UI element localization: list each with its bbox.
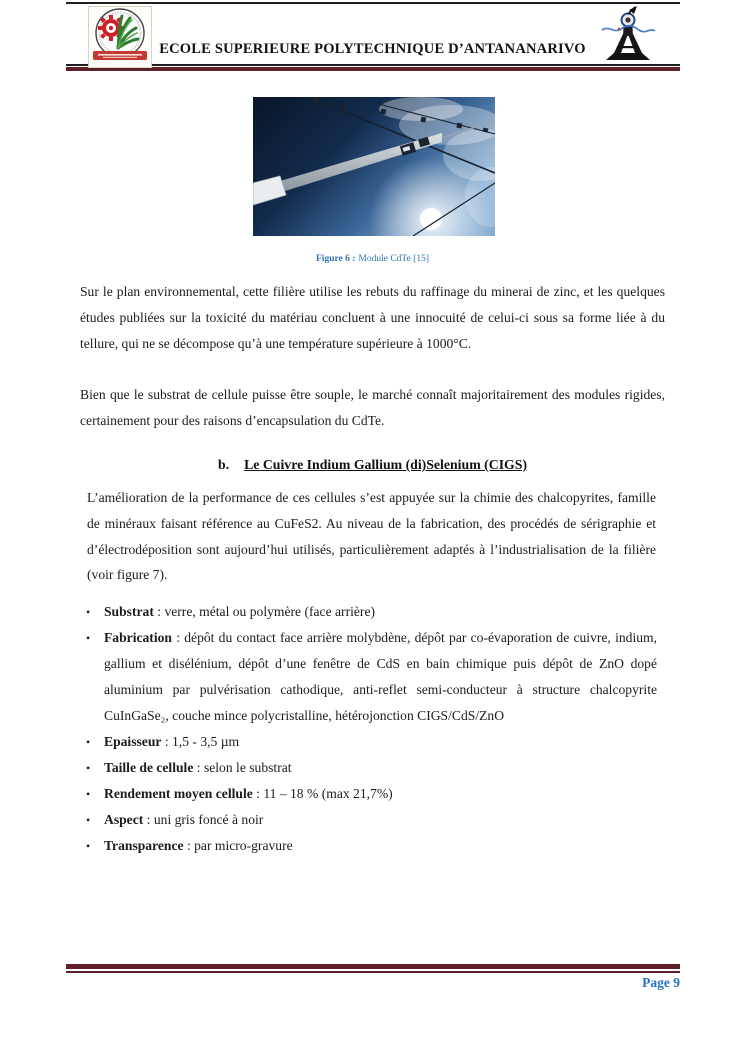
footer-rule-thin bbox=[66, 971, 680, 973]
figure-caption bbox=[0, 254, 745, 264]
header-rule-maroon bbox=[66, 67, 680, 71]
bullet-text: dépôt du contact face arrière molybdène, dépôt par co-évaporation de cuivre, indium, gallium et disélénium, dépôt d’une fenêtre de CdS en bain chimique puis dépôt de ZnO dopé aluminium par pulvérisation cathodique, anti-reflet semi-conducteur à structure chalcopyrite CuInGaSe₂, couche mince polycristalline, hétérojonction CIGS/CdS/ZnO bbox=[104, 630, 657, 723]
figure-caption-text: Module CdTe [15] bbox=[358, 254, 429, 264]
bullet-label: Aspect bbox=[104, 812, 144, 827]
bullet-icon: • bbox=[86, 813, 91, 827]
bullet-icon: • bbox=[86, 787, 91, 801]
top-border-rule bbox=[66, 2, 680, 4]
bullet-text: uni gris foncé à noir bbox=[153, 812, 264, 827]
bullet-text: 1,5 - 3,5 µm bbox=[172, 734, 240, 749]
espa-crest-icon bbox=[88, 6, 152, 73]
bullet-text: selon le substrat bbox=[203, 760, 292, 775]
bullet-text: 11 – 18 % (max 21,7%) bbox=[263, 786, 393, 801]
bullet-label: Transparence bbox=[104, 838, 184, 853]
figure-caption-label: Figure 6 : bbox=[316, 254, 356, 264]
bullet-list bbox=[80, 599, 657, 859]
monument-icon bbox=[598, 6, 658, 69]
paragraph: Sur le plan environnemental, cette filière utilise les rebuts du raffinage du minerai de zinc, et les quelques études publiées sur la toxicité du matériau concluent à une innocuité de celui-ci sous sa forme liée à du tellure, qui ne se décompose qu’à une température supérieure à 1000°C. bbox=[80, 284, 665, 351]
section-heading-title: Le Cuivre Indium Gallium (di)Selenium (CIGS) bbox=[244, 457, 528, 472]
footer-rule-maroon bbox=[66, 964, 680, 969]
figure-image bbox=[253, 97, 495, 236]
bullet-icon: • bbox=[86, 605, 91, 619]
list-item: • Substrat : verre, métal ou polymère (face arrière) bbox=[80, 599, 657, 625]
list-item: • Fabrication : dépôt du contact face arrière molybdène, dépôt par co-évaporation de cuivre, indium, gallium et disélénium, dépôt d’une fenêtre de CdS en bain chimique puis dépôt de ZnO dopé aluminium par pulvérisation cathodique, anti-reflet semi-conducteur à structure chalcopyrite CuInGaSe₂, couche mince polycristalline, hétérojonction CIGS/CdS/ZnO bbox=[80, 625, 657, 729]
school-title: ECOLE SUPERIEURE POLYTECHNIQUE D’ANTANANARIVO bbox=[159, 41, 586, 57]
paragraph: Bien que le substrat de cellule puisse être souple, le marché connaît majoritairement des modules rigides, certainement pour des raisons d’encapsulation du CdTe. bbox=[80, 387, 665, 428]
bullet-label: Taille de cellule bbox=[104, 760, 194, 775]
page-number: Page 9 bbox=[642, 975, 680, 990]
bullet-label: Rendement moyen cellule bbox=[104, 786, 253, 801]
header-rule-thin bbox=[66, 64, 680, 66]
bullet-label: Fabrication bbox=[104, 630, 172, 645]
bullet-label: Substrat bbox=[104, 604, 154, 619]
paragraph: L’amélioration de la performance de ces cellules s’est appuyée sur la chimie des chalcopyrites, famille de minéraux faisant référence au CuFeS2. Au niveau de la fabrication, des procédés de sérigraphie et d’électrodéposition sont aujourd’hui utilisés, particulièrement adaptés à l’industrialisation de la filière (voir figure 7). bbox=[87, 490, 656, 583]
list-item: • Epaisseur : 1,5 - 3,5 µm bbox=[80, 729, 657, 755]
bullet-label: Epaisseur bbox=[104, 734, 162, 749]
section-heading bbox=[0, 457, 745, 473]
bullet-icon: • bbox=[86, 631, 91, 645]
bullet-icon: • bbox=[86, 735, 91, 749]
list-item: • Transparence : par micro-gravure bbox=[80, 833, 657, 859]
bullet-icon: • bbox=[86, 839, 91, 853]
list-item: • Rendement moyen cellule : 11 – 18 % (max 21,7%) bbox=[80, 781, 657, 807]
section-heading-marker: b. bbox=[217, 457, 230, 472]
list-item: • Aspect : uni gris foncé à noir bbox=[80, 807, 657, 833]
bullet-text: verre, métal ou polymère (face arrière) bbox=[164, 604, 376, 619]
bullet-text: par micro-gravure bbox=[194, 838, 293, 853]
list-item: • Taille de cellule : selon le substrat bbox=[80, 755, 657, 781]
bullet-icon: • bbox=[86, 761, 91, 775]
